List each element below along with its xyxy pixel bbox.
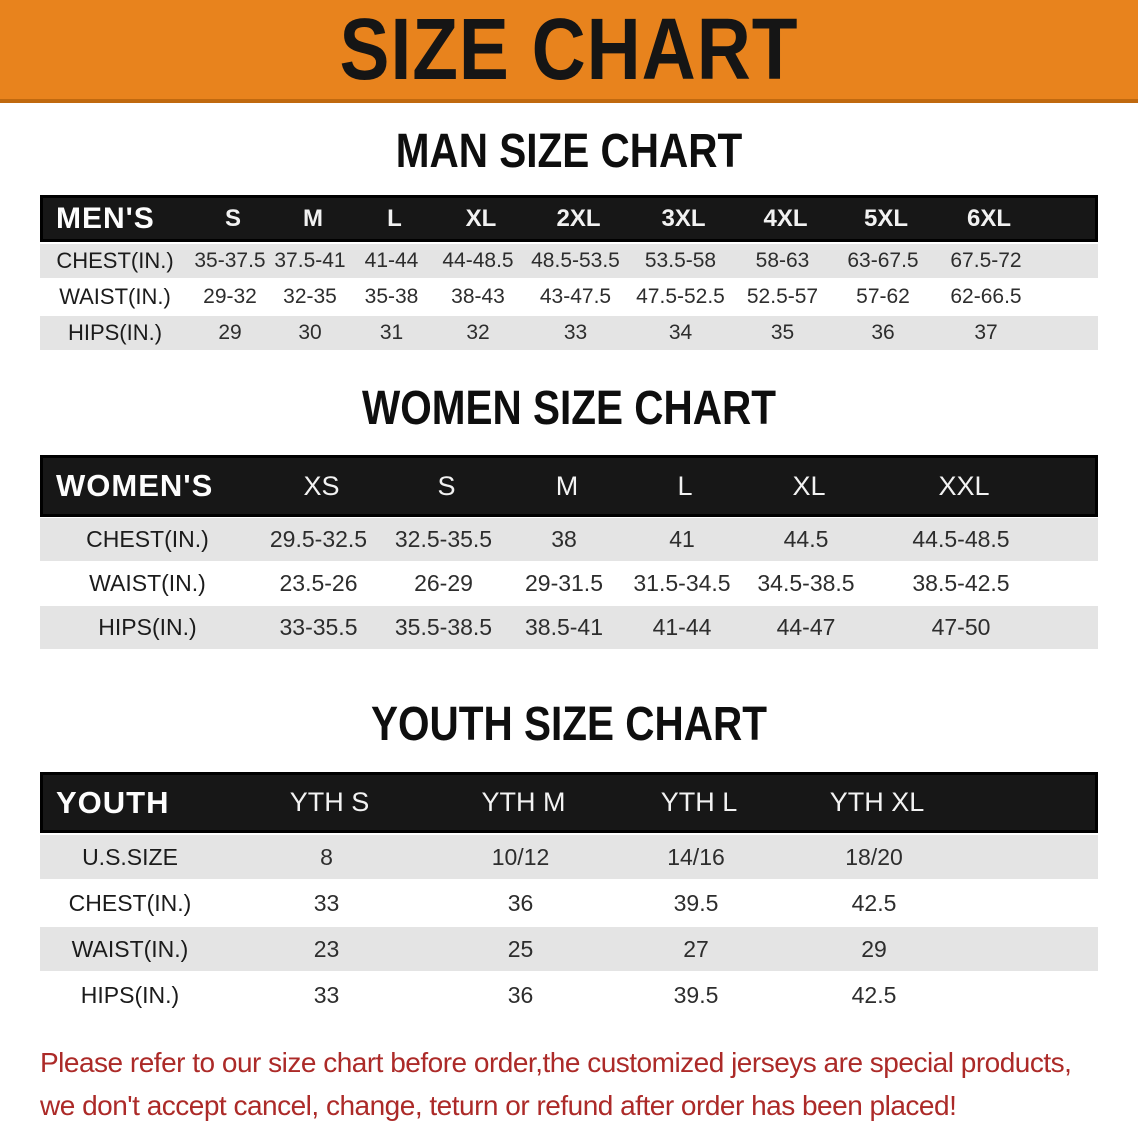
size-value: 29-31.5: [524, 570, 603, 596]
size-value: 42.5: [851, 981, 897, 1008]
size-value: 33: [313, 889, 340, 916]
table-row: [40, 244, 1098, 278]
size-value: 33-35.5: [279, 614, 358, 640]
size-value: 26-29: [414, 570, 473, 596]
size-value: 37: [974, 321, 998, 344]
column-header: M: [555, 470, 579, 501]
row-label: CHEST(IN.): [86, 526, 209, 552]
footer-notice: [40, 1041, 1098, 1127]
size-value: 32.5-35.5: [394, 526, 493, 552]
row-label: CHEST(IN.): [56, 248, 174, 273]
size-chart-sections: [0, 122, 1138, 1017]
size-value: 39.5: [673, 981, 719, 1008]
size-value: 53.5-58: [644, 249, 717, 272]
size-value: 41-44: [652, 614, 712, 640]
table-header-row: [40, 772, 1098, 833]
column-header: 6XL: [966, 204, 1011, 232]
size-value: 23.5-26: [279, 570, 358, 596]
column-header: 4XL: [763, 204, 808, 232]
size-value: 38-43: [451, 285, 505, 308]
size-value: 36: [871, 321, 895, 344]
size-value: 63-67.5: [847, 249, 919, 272]
size-value: 18/20: [845, 843, 903, 870]
table-row: [40, 280, 1098, 314]
size-value: 52.5-57: [746, 285, 819, 308]
size-table: [40, 195, 1098, 350]
size-value: 29-32: [203, 285, 257, 308]
table-header-label: YOUTH: [56, 784, 170, 820]
row-label: WAIST(IN.): [89, 570, 206, 596]
size-value: 44.5-48.5: [912, 526, 1010, 552]
table-row: [40, 973, 1098, 1017]
size-value: 58-63: [755, 249, 810, 272]
column-header: YTH M: [481, 787, 566, 817]
column-header: YTH L: [660, 787, 738, 817]
size-value: 29.5-32.5: [269, 526, 368, 552]
size-value: 38.5-42.5: [912, 570, 1010, 596]
table-row: [40, 518, 1098, 561]
size-value: 35.5-38.5: [394, 614, 493, 640]
size-value: 36: [507, 889, 534, 916]
size-value: 31.5-34.5: [633, 570, 731, 596]
column-header: XS: [303, 470, 340, 501]
size-value: 38: [551, 526, 577, 552]
size-section: [0, 379, 1138, 649]
row-label: HIPS(IN.): [67, 320, 163, 345]
column-header: XL: [792, 470, 826, 501]
table-header-label: WOMEN'S: [56, 468, 214, 503]
size-section: [0, 695, 1138, 1017]
section-heading: WOMEN SIZE CHART: [362, 379, 776, 435]
row-label: WAIST(IN.): [59, 284, 171, 309]
row-label: HIPS(IN.): [80, 981, 180, 1008]
size-table: [40, 772, 1098, 1017]
size-value: 48.5-53.5: [531, 249, 620, 272]
size-value: 41: [669, 526, 695, 552]
size-value: 36: [507, 981, 534, 1008]
table-row: [40, 927, 1098, 971]
table-row: [40, 562, 1098, 605]
size-value: 29: [218, 321, 242, 344]
size-value: 43-47.5: [539, 285, 612, 308]
row-label: HIPS(IN.): [98, 614, 197, 640]
row-label: CHEST(IN.): [68, 889, 192, 916]
column-header: S: [224, 204, 241, 232]
size-value: 44-48.5: [442, 249, 514, 272]
notice-line-1: Please refer to our size chart before order,the customized jerseys are special products,: [40, 1047, 1072, 1078]
size-value: 57-62: [856, 285, 910, 308]
row-label: U.S.SIZE: [82, 843, 178, 870]
table-row: [40, 881, 1098, 925]
notice-line-2: we don't accept cancel, change, teturn or refund after order has been placed!: [40, 1090, 957, 1121]
column-header: YTH XL: [829, 787, 925, 817]
column-header: S: [437, 470, 456, 501]
column-header: 3XL: [661, 204, 706, 232]
table-header-row: [40, 455, 1098, 517]
size-value: 47.5-52.5: [636, 285, 725, 308]
size-value: 33: [313, 981, 340, 1008]
size-value: 32: [466, 321, 490, 344]
size-value: 67.5-72: [950, 249, 1022, 272]
size-value: 37.5-41: [274, 249, 346, 272]
size-value: 42.5: [851, 889, 897, 916]
table-row: [40, 316, 1098, 350]
size-value: 44.5: [783, 526, 829, 552]
size-value: 35-38: [364, 285, 419, 308]
size-value: 14/16: [667, 843, 725, 870]
size-value: 32-35: [283, 285, 337, 308]
column-header: XXL: [938, 470, 990, 501]
size-value: 8: [320, 843, 333, 870]
table-header-label: MEN'S: [56, 201, 155, 235]
size-value: 25: [507, 935, 534, 962]
size-table: [40, 455, 1098, 649]
column-header: XL: [465, 204, 497, 232]
size-value: 29: [861, 935, 887, 962]
size-value: 33: [563, 321, 588, 344]
size-value: 34.5-38.5: [757, 570, 855, 596]
size-value: 41-44: [364, 249, 419, 272]
column-header: L: [677, 470, 693, 501]
size-value: 34: [668, 321, 693, 344]
size-section: [0, 122, 1138, 350]
size-value: 47-50: [931, 614, 991, 640]
size-value: 27: [683, 935, 709, 962]
table-header-row: [40, 195, 1098, 242]
column-header: 5XL: [863, 204, 908, 232]
column-header: L: [387, 204, 402, 232]
column-header: YTH S: [289, 787, 370, 817]
section-heading: MAN SIZE CHART: [395, 122, 743, 178]
table-row: [40, 835, 1098, 879]
size-value: 30: [298, 321, 322, 344]
banner: [0, 0, 1138, 103]
column-header: 2XL: [556, 204, 601, 232]
size-value: 31: [379, 321, 404, 344]
size-value: 62-66.5: [950, 285, 1022, 308]
size-value: 23: [313, 935, 340, 962]
size-value: 44-47: [776, 614, 836, 640]
row-label: WAIST(IN.): [71, 935, 189, 962]
size-value: 10/12: [491, 843, 550, 870]
page-title: SIZE CHART: [339, 0, 799, 99]
section-heading: YOUTH SIZE CHART: [370, 695, 767, 751]
size-value: 38.5-41: [524, 614, 603, 640]
size-value: 35-37.5: [194, 249, 266, 272]
size-value: 35: [770, 321, 795, 344]
column-header: M: [303, 204, 323, 232]
size-value: 39.5: [673, 889, 719, 916]
table-row: [40, 606, 1098, 649]
